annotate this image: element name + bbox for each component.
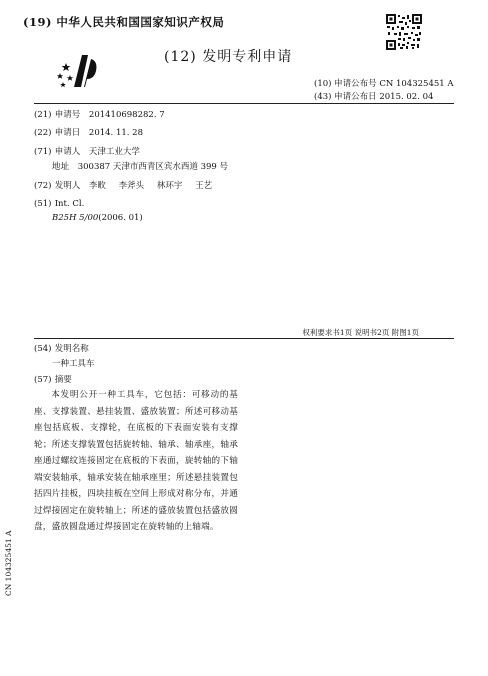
side-publication-number: CN 104325451 A: [4, 530, 13, 596]
page-counts: 权利要求书1页 说明书2页 附图1页: [302, 328, 419, 337]
inventors: (72) 发明人 李畋 李斧头 林环宇 王艺: [34, 181, 213, 191]
document-type: (12) 发明专利申请: [164, 49, 293, 65]
int-cl-heading: (51) Int. Cl.: [34, 199, 85, 209]
qr-code-icon: [386, 14, 422, 50]
inventor-name: 王艺: [195, 181, 213, 191]
section-divider: [34, 338, 454, 339]
title-heading: (54) 发明名称: [34, 344, 89, 354]
application-number: (21) 申请号 201410698282. 7: [34, 110, 165, 120]
abstract-text: 本发明公开一种工具车，它包括：可移动的基座、支撑装置、悬挂装置、盛放装置；所述可移动基座包括底板、支撑轮，在底板的下表面安装有支撑轮；所述支撑装置包括旋转轴、轴承、轴承座，轴承座通过螺纹连接固定在底板的下表面，旋转轴的下轴端安装轴承，轴承安装在轴承座里；所述悬挂装置包括四片挂板，四块挂板在空间上形成对称分布，并通过焊接固定在旋转轴上；所述的盛放装置包括盛放圆盘，盛放圆盘通过焊接固定在旋转轴的上轴端。: [34, 390, 238, 532]
inventor-name: 李斧头: [118, 181, 145, 191]
invention-title: 一种工具车: [52, 359, 95, 369]
int-cl-value: B25H 5/00(2006. 01): [52, 213, 143, 223]
publication-number: (10) 申请公布号 CN 104325451 A: [314, 79, 454, 89]
applicant: (71) 申请人 天津工业大学: [34, 147, 140, 157]
abstract-heading: (57) 摘要: [34, 375, 72, 385]
inventor-name: 林环宇: [156, 181, 183, 191]
patent-office-logo-icon: [54, 49, 110, 91]
inventor-name: 李畋: [88, 181, 106, 191]
application-date: (22) 申请日 2014. 11. 28: [34, 128, 143, 138]
header-divider: [34, 103, 454, 104]
applicant-address: 地址 300387 天津市西青区宾水西道 399 号: [52, 162, 228, 172]
publication-date: (43) 申请公布日 2015. 02. 04: [314, 92, 434, 102]
patent-office-title: (19) 中华人民共和国国家知识产权局: [23, 15, 225, 29]
